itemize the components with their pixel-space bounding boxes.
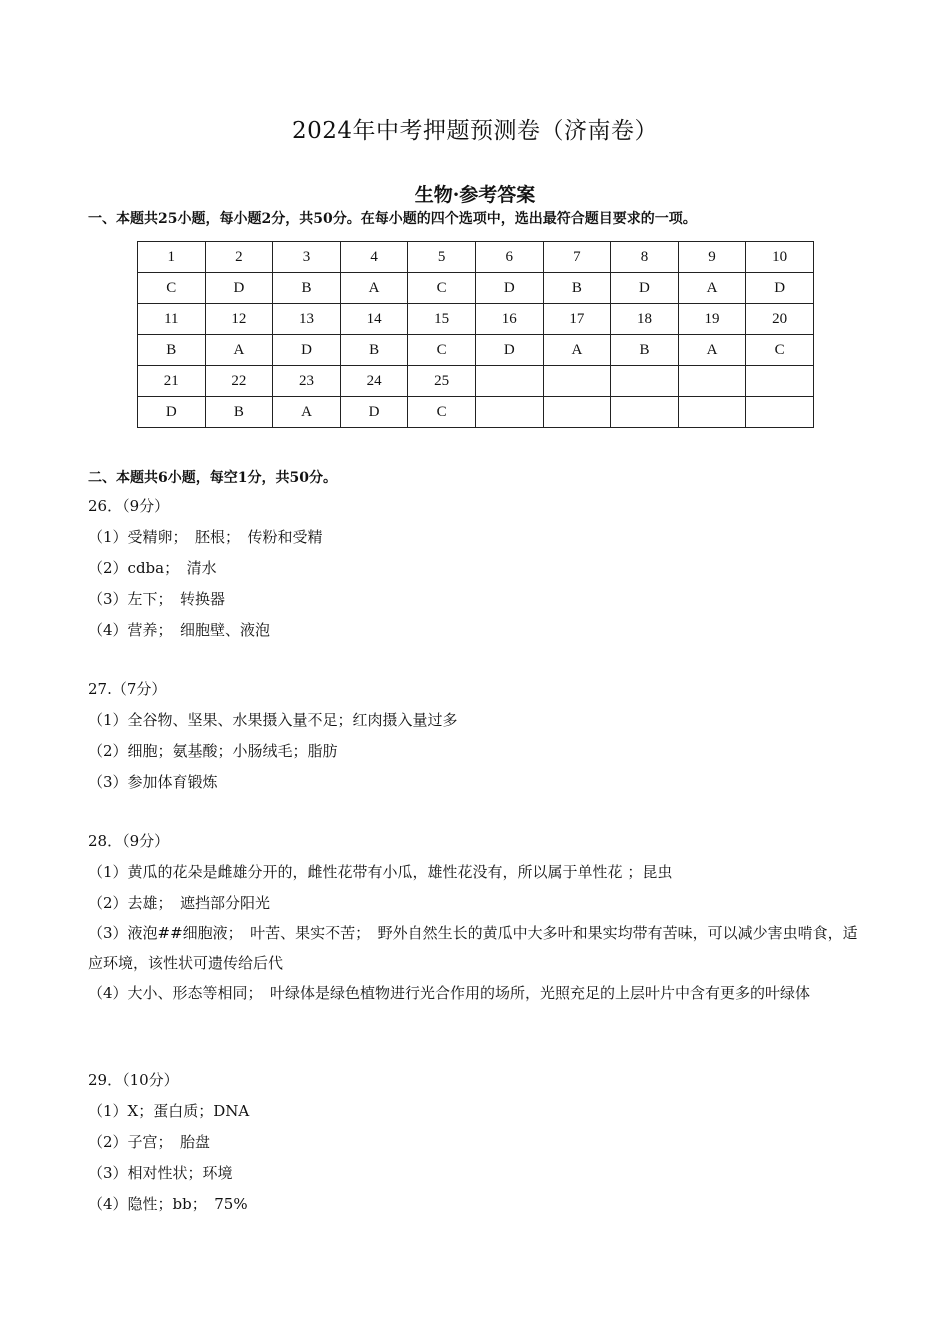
q29-answer-2: （2）子宫； 胎盘 [88, 1133, 211, 1151]
table-cell: D [746, 273, 814, 304]
table-cell: B [138, 335, 206, 366]
table-cell: 12 [205, 304, 273, 335]
table-cell: C [138, 273, 206, 304]
table-cell: 5 [408, 242, 476, 273]
table-cell: 15 [408, 304, 476, 335]
table-cell: 17 [543, 304, 611, 335]
table-row-question-numbers [138, 242, 814, 273]
section1-heading: 一、本题共25小题，每小题2分，共50分。在每小题的四个选项中，选出最符合题目要求的一项。 [88, 211, 697, 227]
q27-title: 27.（7分） [88, 680, 167, 698]
table-cell: D [611, 273, 679, 304]
table-cell: D [273, 335, 341, 366]
q26-answer-3: （3）左下； 转换器 [88, 590, 226, 608]
table-cell: 8 [611, 242, 679, 273]
table-cell: A [543, 335, 611, 366]
q28-title: 28．（9分） [88, 832, 170, 850]
table-cell: 14 [340, 304, 408, 335]
table-cell: C [746, 335, 814, 366]
table-cell: B [340, 335, 408, 366]
table-cell: A [273, 397, 341, 428]
table-row-question-numbers [138, 366, 814, 397]
table-cell: 3 [273, 242, 341, 273]
table-cell [611, 397, 679, 428]
table-cell: A [340, 273, 408, 304]
table-cell: D [475, 335, 543, 366]
q29-answer-4: （4）隐性；bb； 75% [88, 1195, 248, 1213]
table-row-answers [138, 397, 814, 428]
q29-answer-1: （1）X；蛋白质；DNA [88, 1102, 250, 1120]
table-cell [475, 397, 543, 428]
table-cell [746, 366, 814, 397]
page-title: 2024年中考押题预测卷（济南卷） [291, 118, 659, 144]
table-cell [746, 397, 814, 428]
table-cell: A [205, 335, 273, 366]
q29-title: 29．（10分） [88, 1071, 179, 1089]
table-cell: 19 [678, 304, 746, 335]
table-cell: 13 [273, 304, 341, 335]
q26-title: 26．（9分） [88, 497, 170, 515]
table-cell: 6 [475, 242, 543, 273]
table-row-answers [138, 273, 814, 304]
q27-answer-1: （1）全谷物、坚果、水果摄入量不足；红肉摄入量过多 [88, 711, 458, 729]
table-cell: 9 [678, 242, 746, 273]
table-cell [678, 397, 746, 428]
table-cell: 7 [543, 242, 611, 273]
q28-answer-3: （3）液泡##细胞液； 叶苦、果实不苦； 野外自然生长的黄瓜中大多叶和果实均带有苦味，可以减少害虫啃食，适应环境，该性状可遗传给后代 [88, 924, 858, 972]
table-cell: 20 [746, 304, 814, 335]
q29-answer-3: （3）相对性状；环境 [88, 1164, 233, 1182]
table-row-answers [138, 335, 814, 366]
q26-answer-1: （1）受精卵； 胚根； 传粉和受精 [88, 528, 323, 546]
table-cell [678, 366, 746, 397]
section2-heading: 二、本题共6小题，每空1分，共50分。 [88, 470, 337, 486]
table-cell: B [543, 273, 611, 304]
table-cell: 4 [340, 242, 408, 273]
table-cell: D [340, 397, 408, 428]
table-cell: 10 [746, 242, 814, 273]
table-cell [611, 366, 679, 397]
table-cell [543, 366, 611, 397]
table-cell: 11 [138, 304, 206, 335]
table-cell: 18 [611, 304, 679, 335]
table-cell: B [611, 335, 679, 366]
table-cell: B [205, 397, 273, 428]
table-cell: C [408, 273, 476, 304]
answer-table [137, 241, 814, 428]
table-row-question-numbers [138, 304, 814, 335]
table-cell: C [408, 397, 476, 428]
q27-answer-2: （2）细胞；氨基酸；小肠绒毛；脂肪 [88, 742, 338, 760]
q28-answer-1: （1）黄瓜的花朵是雌雄分开的，雌性花带有小瓜，雄性花没有，所以属于单性花 ；昆虫 [88, 863, 673, 881]
q27-answer-3: （3）参加体育锻炼 [88, 773, 218, 791]
table-cell [475, 366, 543, 397]
table-cell: 1 [138, 242, 206, 273]
table-cell: B [273, 273, 341, 304]
table-cell: 24 [340, 366, 408, 397]
q28-answer-4: （4）大小、形态等相同； 叶绿体是绿色植物进行光合作用的场所，光照充足的上层叶片中含有更多的叶绿体 [88, 984, 811, 1002]
table-cell: 25 [408, 366, 476, 397]
q26-answer-2: （2）cdba； 清水 [88, 559, 217, 577]
table-cell: 21 [138, 366, 206, 397]
table-cell: 2 [205, 242, 273, 273]
table-cell: D [138, 397, 206, 428]
page-subtitle: 生物·参考答案 [414, 184, 536, 206]
table-cell: C [408, 335, 476, 366]
table-cell [543, 397, 611, 428]
table-cell: 16 [475, 304, 543, 335]
q26-answer-4: （4）营养； 细胞壁、液泡 [88, 621, 271, 639]
table-cell: A [678, 335, 746, 366]
q28-answer-2: （2）去雄； 遮挡部分阳光 [88, 894, 271, 912]
table-cell: 23 [273, 366, 341, 397]
table-cell: D [475, 273, 543, 304]
table-cell: D [205, 273, 273, 304]
table-cell: A [678, 273, 746, 304]
table-cell: 22 [205, 366, 273, 397]
